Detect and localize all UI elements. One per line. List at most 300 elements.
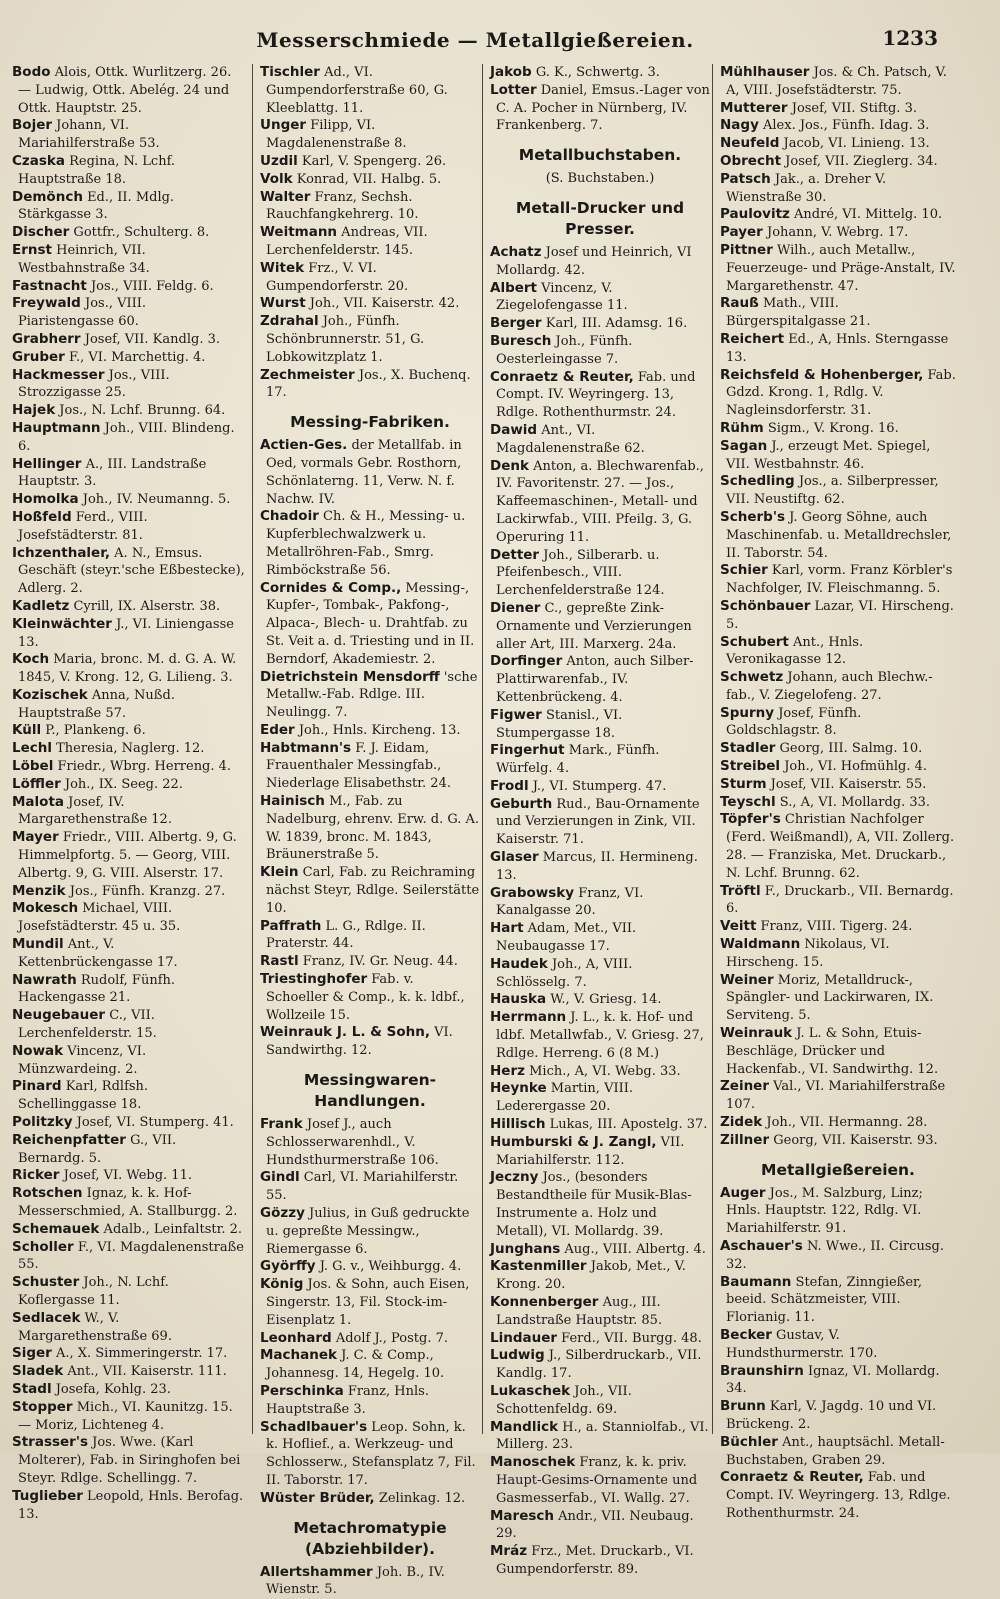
directory-entry <box>720 331 956 367</box>
entry-name: Weinrauk <box>720 1025 793 1042</box>
directory-entry <box>720 171 956 207</box>
entry-details: Marcus, II. Hermineng. 13. <box>496 850 698 883</box>
entry-name: Pinard <box>12 1078 62 1095</box>
directory-entry <box>720 206 956 224</box>
entry-details: Leopold, Hnls. Berofag. 13. <box>18 1488 244 1522</box>
entry-name: Albert <box>490 279 538 296</box>
entry-name: Kozischek <box>12 686 88 703</box>
entry-details: Lukas, III. Apostelg. 37. <box>545 1117 708 1133</box>
entry-name: Nagy <box>720 117 759 134</box>
directory-entry <box>490 244 710 280</box>
entry-name: Detter <box>490 546 540 563</box>
entry-name: Tröftl <box>720 882 761 899</box>
entry-details: F. J. Eidam, Frauenthaler Messingfab., Niederlage Elisabethstr. 24. <box>266 740 451 792</box>
entry-name: Frodl <box>490 777 529 794</box>
entry-details: Karl, III. Adamsg. 16. <box>541 316 688 332</box>
directory-entry <box>490 1258 710 1294</box>
entry-name: Zdrahal <box>260 313 319 330</box>
directory-entry <box>260 669 480 722</box>
directory-entry <box>490 64 710 82</box>
entry-details: Michael, VIII. Josefstädterstr. 45 u. 35. <box>18 901 181 935</box>
entry-name: Diener <box>490 599 541 616</box>
entry-details: Martin, VIII. Lederergasse 20. <box>496 1081 633 1115</box>
entry-details: Josef und Heinrich, VI Mollardg. 42. <box>496 244 692 278</box>
directory-entry <box>720 740 956 758</box>
entry-name: Uzdil <box>260 152 298 169</box>
directory-entry <box>12 491 246 509</box>
directory-entry <box>12 1007 246 1043</box>
entry-details: Gottfr., Schulterg. 8. <box>69 225 210 241</box>
entry-name: Machanek <box>260 1347 338 1364</box>
section-heading: Metallgießereien. <box>761 1160 915 1179</box>
entry-details: Ant., VII. Kaiserstr. 111. <box>63 1364 227 1380</box>
directory-entry <box>720 1132 956 1150</box>
directory-entry <box>12 616 246 652</box>
entry-name: Herrmann <box>490 1009 567 1026</box>
directory-entry <box>720 634 956 670</box>
entry-name: Paulovitz <box>720 206 790 223</box>
entry-name: Tuglieber <box>12 1487 83 1504</box>
entry-details: Andr., VII. Neubaug. 29. <box>496 1508 694 1542</box>
entry-name: Grabowsky <box>490 884 575 901</box>
directory-entry <box>490 796 710 849</box>
section-heading: Metallbuchstaben. <box>518 146 682 165</box>
directory-entry <box>12 64 246 117</box>
entry-name: Veitt <box>720 918 757 935</box>
entry-name: Frank <box>260 1116 303 1133</box>
entry-name: Haudek <box>490 955 548 972</box>
directory-entry <box>12 331 246 349</box>
entry-details: Andreas, VII. Lerchenfelderstr. 145. <box>266 225 428 258</box>
directory-entry <box>720 883 956 919</box>
directory-entry <box>490 1116 710 1134</box>
directory-entry <box>12 242 246 278</box>
directory-columns <box>6 64 960 1598</box>
directory-entry <box>12 883 246 901</box>
directory-entry <box>490 885 710 921</box>
directory-entry <box>260 1330 480 1348</box>
entry-name: Stopper <box>12 1398 73 1415</box>
directory-entry <box>720 1398 956 1434</box>
directory-entry <box>12 224 246 242</box>
directory-entry <box>260 580 480 669</box>
directory-entry <box>260 153 480 171</box>
entry-details: Johann, auch Blechw.-fab., V. Ziegelofeng. 27. <box>726 670 933 703</box>
directory-entry <box>260 1024 480 1060</box>
entry-details: Jos., (besonders Bestandtheile für Musik-Blas-Instrumente a. Holz und Metall), VI. Mollardg. 39. <box>496 1170 692 1239</box>
entry-details: J. L. & Sohn, Etuis-Beschläge, Drücker und Hackenfab., VI. Sandwirthg. 12. <box>726 1026 939 1077</box>
entry-details: W., V. Griesg. 14. <box>546 992 662 1008</box>
entry-name: Chadoir <box>260 508 319 525</box>
entry-details: Moriz, Metalldruck-, Spängler- und Lackirwaren, IX. Serviteng. 5. <box>726 972 934 1024</box>
entry-details: Konrad, VII. Halbg. 5. <box>292 171 442 187</box>
entry-details: Mich., VI. Kaunitzg. 15. — Moriz, Lichteneg 4. <box>18 1399 233 1433</box>
entry-name: Reichenpfatter <box>12 1131 126 1148</box>
entry-name: Zeiner <box>720 1078 769 1095</box>
directory-entry <box>490 991 710 1009</box>
directory-entry <box>490 280 710 316</box>
entry-name: Gindl <box>260 1169 300 1186</box>
entry-details: N. Wwe., II. Circusg. 32. <box>726 1239 944 1272</box>
entry-name: Lotter <box>490 81 537 98</box>
entry-details: Josef, VI. Stumperg. 41. <box>72 1115 234 1131</box>
entry-name: Bodo <box>12 64 51 80</box>
directory-entry <box>490 1330 710 1348</box>
entry-name: Brunn <box>720 1398 766 1415</box>
entry-details: J. C. & Comp., Johannesg. 14, Hegelg. 10. <box>266 1348 445 1382</box>
section-note: (S. Buchstaben.) <box>545 171 655 187</box>
directory-entry <box>490 920 710 956</box>
entry-name: Wurst <box>260 295 306 312</box>
directory-entry <box>720 64 956 100</box>
entry-name: Stadl <box>12 1380 52 1397</box>
entry-name: Conraetz & Reuter, <box>490 368 634 385</box>
entry-details: Jacob, VI. Linieng. 13. <box>779 136 930 152</box>
entry-name: Junghans <box>490 1240 561 1257</box>
entry-name: Paffrath <box>260 917 322 934</box>
directory-entry <box>720 420 956 438</box>
entry-details: Joh., A, VIII. Schlösselg. 7. <box>496 956 633 990</box>
entry-name: Mutterer <box>720 99 788 116</box>
entry-details: J. L., k. k. Hof- und ldbf. Metallwfab., V. Griesg. 27, Rdlge. Herreng. 6 (8 M.) <box>496 1010 704 1061</box>
entry-name: Mráz <box>490 1543 528 1560</box>
page-header <box>0 20 1000 60</box>
directory-entry <box>12 758 246 776</box>
directory-entry <box>490 1009 710 1062</box>
entry-name: Spurny <box>720 704 775 721</box>
entry-details: Jakob, Met., V. Krong. 20. <box>496 1259 686 1293</box>
entry-name: Siger <box>12 1345 52 1362</box>
entry-name: Lukaschek <box>490 1382 571 1399</box>
entry-name: Braunshirn <box>720 1362 804 1379</box>
directory-entry <box>720 811 956 882</box>
directory-entry <box>720 1327 956 1363</box>
directory-entry <box>490 600 710 653</box>
entry-name: Schedling <box>720 473 795 490</box>
directory-column-3 <box>484 64 714 1577</box>
entry-details: Ferd., VII. Burgg. 48. <box>557 1330 702 1346</box>
entry-name: Kleinwächter <box>12 615 112 632</box>
entry-name: Auger <box>720 1184 766 1201</box>
directory-entry <box>490 369 710 422</box>
section-heading: Metall-Drucker und Presser. <box>515 198 685 238</box>
directory-entry <box>260 189 480 225</box>
entry-details: Jos. Wwe. (Karl Molterer), Fab. in Siringhofen bei Steyr. Rdlge. Schellingg. 7. <box>18 1435 241 1486</box>
entry-name: Nowak <box>12 1042 64 1059</box>
entry-name: Konnenberger <box>490 1294 599 1310</box>
entry-name: Rotschen <box>12 1185 83 1202</box>
directory-entry <box>12 900 246 936</box>
entry-details: Franz, VIII. Tigerg. 24. <box>756 919 913 935</box>
entry-details: Franz, VI. Kanalgasse 20. <box>496 885 644 919</box>
entry-name: Zechmeister <box>260 366 355 383</box>
directory-entry <box>490 315 710 333</box>
directory-entry <box>12 295 246 331</box>
entry-details: Ignaz, VI. Mollardg. 34. <box>726 1363 940 1397</box>
directory-entry <box>490 1383 710 1419</box>
entry-name: Kadletz <box>12 597 70 614</box>
entry-details: G. K., Schwertg. 3. <box>531 65 660 80</box>
directory-entry <box>490 1454 710 1507</box>
entry-details: Adam, Met., VII. Neubaugasse 17. <box>496 921 637 955</box>
entry-details: Lazar, VI. Hirscheng. 5. <box>726 598 954 632</box>
directory-entry <box>260 953 480 971</box>
entry-details: Jos., X. Buchenq. 17. <box>266 367 471 401</box>
directory-entry <box>12 278 246 296</box>
entry-name: Zidek <box>720 1114 763 1131</box>
entry-details: Mark., Fünfh. Würfelg. 4. <box>496 743 660 777</box>
entry-details: Adalb., Leinfaltstr. 2. <box>99 1221 243 1237</box>
entry-name: Neugebauer <box>12 1007 106 1024</box>
entry-name: Manoschek <box>490 1454 576 1471</box>
entry-name: Strasser's <box>12 1434 88 1451</box>
entry-details: Ant., VI. Magdalenenstraße 62. <box>496 422 645 456</box>
entry-details: Val., VI. Mariahilferstraße 107. <box>726 1079 946 1113</box>
directory-entry <box>12 456 246 492</box>
entry-details: Josef, VI. Webg. 11. <box>59 1168 192 1184</box>
entry-name: Triestinghofer <box>260 971 368 988</box>
entry-details: Vincenz, V. Ziegelofengasse 11. <box>496 280 628 314</box>
entry-details: Joh., Hnls. Kircheng. 13. <box>294 722 461 738</box>
directory-entry <box>260 1169 480 1205</box>
entry-details: Aug., VIII. Albertg. 4. <box>560 1241 706 1257</box>
directory-entry <box>490 956 710 992</box>
entry-name: Weinrauk J. L. & Sohn, <box>260 1024 430 1041</box>
directory-entry <box>720 224 956 242</box>
directory-entry <box>490 1241 710 1259</box>
directory-entry <box>490 1508 710 1544</box>
entry-name: Löffler <box>12 775 61 792</box>
entry-details: Messing-, Kupfer-, Tombak-, Pakfong-, Alpaca-, Blech- u. Drahtfab. zu St. Veit a. d. Triesting und in II. Berndorf, Akademiestr. 2. <box>266 580 475 667</box>
entry-details: Karl, V. Spengerg. 26. <box>297 153 447 169</box>
entry-name: Jakob <box>490 64 532 80</box>
entry-details: Nikolaus, VI. Hirscheng. 15. <box>726 937 890 970</box>
entry-details: Joh., Fünfh. Oesterleingasse 7. <box>496 333 633 367</box>
entry-name: Nawrath <box>12 971 77 988</box>
directory-entry <box>12 651 246 687</box>
entry-name: Reichsfeld & Hohenberger, <box>720 366 924 383</box>
directory-entry <box>12 420 246 456</box>
entry-details: Ant., Hnls. Veronikagasse 12. <box>726 634 864 668</box>
entry-details: Franz, k. k. priv. Haupt-Gesims-Ornamente und Gasmesserfab., VI. Wallg. 27. <box>496 1455 698 1506</box>
entry-details: Sigm., V. Krong. 16. <box>763 420 899 436</box>
directory-entry <box>720 1274 956 1327</box>
entry-name: Weiner <box>720 971 774 988</box>
entry-details: Ant., hauptsächl. Metall-Buchstaben, Graben 29. <box>726 1434 945 1468</box>
entry-name: Humburski & J. Zangl, <box>490 1133 657 1150</box>
directory-entry <box>720 705 956 741</box>
directory-entry <box>12 1132 246 1168</box>
entry-name: Rühm <box>720 419 764 436</box>
entry-name: Walter <box>260 188 311 205</box>
entry-name: Scherb's <box>720 508 785 525</box>
directory-entry <box>490 1543 710 1579</box>
directory-entry <box>490 778 710 796</box>
entry-details: Fab. und Compt. IV. Weyringerg. 13, Rdlge. Rothenthurmstr. 24. <box>496 369 696 421</box>
entry-name: Reichert <box>720 330 785 347</box>
directory-entry <box>490 82 710 135</box>
entry-details: C., VII. Lerchenfelderstr. 15. <box>18 1008 157 1042</box>
entry-name: Actien-Ges. <box>260 437 348 454</box>
entry-details: Cyrill, IX. Alserstr. 38. <box>69 598 221 614</box>
directory-entry <box>490 1080 710 1116</box>
entry-details: Josef, VII. Kaiserstr. 55. <box>766 776 927 792</box>
entry-details: Stanisl., VI. Stumpergasse 18. <box>496 707 623 741</box>
directory-entry <box>490 1347 710 1383</box>
entry-details: Jos., M. Salzburg, Linz; Hnls. Hauptstr. 122, Rdlg. VI. Mariahilferstr. 91. <box>726 1185 923 1237</box>
entry-name: Klein <box>260 864 299 881</box>
entry-details: Frz., Met. Druckarb., VI. Gumpendorferstr. 89. <box>496 1544 694 1577</box>
directory-entry <box>12 794 246 830</box>
entry-details: Fab. v. Schoeller & Comp., k. k. ldbf., Wollzeile 15. <box>266 972 465 1023</box>
directory-entry <box>12 1381 246 1399</box>
directory-entry <box>720 1025 956 1078</box>
entry-details: S., A, VI. Mollardg. 33. <box>775 794 931 810</box>
entry-name: Maresch <box>490 1507 555 1524</box>
directory-entry <box>260 1347 480 1383</box>
entry-name: Schuster <box>12 1274 80 1291</box>
entry-details: VI. Sandwirthg. 12. <box>266 1025 453 1059</box>
directory-entry <box>260 864 480 917</box>
entry-details: J., erzeugt Met. Spiegel, VII. Westbahnstr. 46. <box>726 438 931 472</box>
entry-name: Achatz <box>490 243 542 260</box>
entry-name: Teyschl <box>720 793 776 810</box>
entry-name: Sladek <box>12 1363 64 1380</box>
directory-entry <box>260 722 480 740</box>
entry-name: Schier <box>720 562 768 579</box>
entry-name: Glaser <box>490 849 539 866</box>
entry-details: Friedr., VIII. Albertg. 9, G. Himmelpfortg. 5. — Georg, VIII. Albertg. 9, G. VIII. Alserstr. 17. <box>18 830 237 881</box>
entry-name: Rauß <box>720 295 759 312</box>
entry-name: Zillner <box>720 1131 770 1148</box>
entry-name: Hackmesser <box>12 366 105 383</box>
entry-details: A. N., Emsus. Geschäft (steyr.'sche Eßbestecke), Adlerg. 2. <box>18 545 245 597</box>
entry-name: Conraetz & Reuter, <box>720 1469 864 1486</box>
entry-details: Joh., Fünfh. Schönbrunnerstr. 51, G. Lobkowitzplatz 1. <box>266 314 425 365</box>
entry-name: Buresch <box>490 332 552 349</box>
entry-details: Joh., VIII. Blindeng. 6. <box>18 420 235 454</box>
directory-entry <box>260 740 480 793</box>
entry-details: Ed., A, Hnls. Sterngasse 13. <box>726 331 949 365</box>
entry-details: Johann, V. Webrg. 17. <box>762 225 909 241</box>
directory-entry <box>260 117 480 153</box>
entry-name: Ludwig <box>490 1347 545 1364</box>
directory-entry <box>490 1419 710 1455</box>
directory-entry <box>720 1469 956 1522</box>
directory-entry <box>12 829 246 882</box>
directory-entry <box>490 742 710 778</box>
entry-name: Ricker <box>12 1167 60 1184</box>
entry-name: Fastnacht <box>12 277 87 294</box>
directory-entry <box>490 1294 710 1330</box>
directory-entry <box>720 1434 956 1470</box>
entry-name: Töpfer's <box>720 811 781 828</box>
entry-details: J. Georg Söhne, auch Maschinenfab. u. Metalldrechsler, II. Taborstr. 54. <box>726 509 952 561</box>
directory-entry <box>720 153 956 171</box>
entry-details: Aug., III. Landstraße Hauptstr. 85. <box>496 1295 663 1328</box>
entry-name: Ernst <box>12 241 52 258</box>
directory-entry <box>490 333 710 369</box>
directory-entry <box>720 1114 956 1132</box>
directory-entry <box>720 776 956 794</box>
entry-details: Anna, Nußd. Hauptstraße 57. <box>18 687 175 721</box>
directory-entry <box>720 135 956 153</box>
entry-name: Heynke <box>490 1080 547 1097</box>
entry-name: Hillisch <box>490 1116 546 1133</box>
entry-details: Jos., Fünfh. Kranzg. 27. <box>65 883 226 899</box>
entry-details: Ed., II. Mdlg. Stärkgasse 3. <box>18 189 175 223</box>
directory-entry <box>12 1114 246 1132</box>
entry-details: F., VI. Marchettig. 4. <box>64 349 206 365</box>
entry-details: Adolf J., Postg. 7. <box>331 1330 448 1346</box>
entry-name: Sturm <box>720 775 767 792</box>
entry-details: Jak., a. Dreher V. Wienstraße 30. <box>726 171 887 205</box>
entry-details: Joh., IX. Seeg. 22. <box>60 776 183 792</box>
directory-entry <box>12 545 246 598</box>
entry-details: Christian Nachfolger (Ferd. Weißmandl), A, VII. Zollerg. 28. — Franziska, Met. Druckarb., N. Lchf. Brunng. 62. <box>726 812 955 881</box>
directory-entry <box>720 562 956 598</box>
entry-name: Ichzenthaler, <box>12 544 111 561</box>
directory-entry <box>490 849 710 885</box>
entry-details: Ch. & H., Messing- u. Kupferblechwalzwerk u. Metallröhren-Fab., Smrg. Rimböckstraße 56. <box>266 509 466 578</box>
entry-details: Zelinkag. 12. <box>374 1490 466 1506</box>
entry-details: Joh., Silberarb. u. Pfeifenbesch., VIII. Lerchenfelderstraße 124. <box>496 547 665 599</box>
entry-details: Alex. Jos., Fünfh. Idag. 3. <box>758 118 930 134</box>
directory-entry <box>12 189 246 225</box>
entry-name: Jeczny <box>490 1169 539 1186</box>
page-number: 1233 <box>882 26 938 50</box>
directory-entry <box>260 1276 480 1329</box>
entry-name: Mayer <box>12 829 59 846</box>
directory-entry <box>12 598 246 616</box>
entry-details: Franz, IV. Gr. Neug. 44. <box>298 954 458 970</box>
entry-details: F., VI. Magdalenenstraße 55. <box>18 1239 244 1273</box>
directory-entry <box>12 367 246 403</box>
directory-entry <box>12 1399 246 1435</box>
directory-entry <box>12 1167 246 1185</box>
entry-details: Joh., VII. Schottenfeldg. 69. <box>496 1383 632 1417</box>
directory-entry <box>720 509 956 562</box>
directory-entry <box>490 422 710 458</box>
entry-details: F., Druckarb., VII. Bernardg. 6. <box>726 883 954 917</box>
entry-name: Lechl <box>12 740 52 757</box>
entry-name: Grabherr <box>12 330 81 347</box>
entry-details: Stefan, Zinngießer, beeid. Schätzmeister, VIII. Florianig. 11. <box>726 1274 922 1326</box>
entry-name: Tischler <box>260 64 320 80</box>
entry-name: Kastenmiller <box>490 1258 587 1275</box>
entry-name: Waldmann <box>720 936 801 953</box>
entry-details: Gustav, V. Hundsthurmerstr. 170. <box>726 1327 878 1361</box>
entry-details: Carl, VI. Mariahilferstr. 55. <box>266 1170 459 1204</box>
entry-details: Joh., N. Lchf. Koflergasse 11. <box>18 1275 169 1308</box>
directory-entry <box>12 1274 246 1310</box>
directory-entry <box>260 313 480 366</box>
entry-details: A., X. Simmeringerstr. 17. <box>51 1346 228 1362</box>
entry-name: Schubert <box>720 633 789 650</box>
directory-entry <box>490 1169 710 1240</box>
directory-entry <box>720 1185 956 1238</box>
entry-details: Maria, bronc. M. d. G. A. W. 1845, V. Krong. 12, G. Lilieng. 3. <box>18 652 237 686</box>
entry-name: Streibel <box>720 758 781 775</box>
entry-details: Karl, V. Jagdg. 10 und VI. Brückeng. 2. <box>726 1399 937 1432</box>
entry-name: Koch <box>12 651 50 668</box>
entry-name: Sedlacek <box>12 1309 81 1326</box>
directory-entry <box>260 971 480 1024</box>
entry-details: Anton, auch Silber-Plattirwarenfab., IV. Kettenbrückeng. 4. <box>496 654 694 705</box>
entry-name: Sagan <box>720 437 768 454</box>
entry-details: Jos., N. Lchf. Brunng. 64. <box>55 403 226 419</box>
directory-entry <box>720 936 956 972</box>
